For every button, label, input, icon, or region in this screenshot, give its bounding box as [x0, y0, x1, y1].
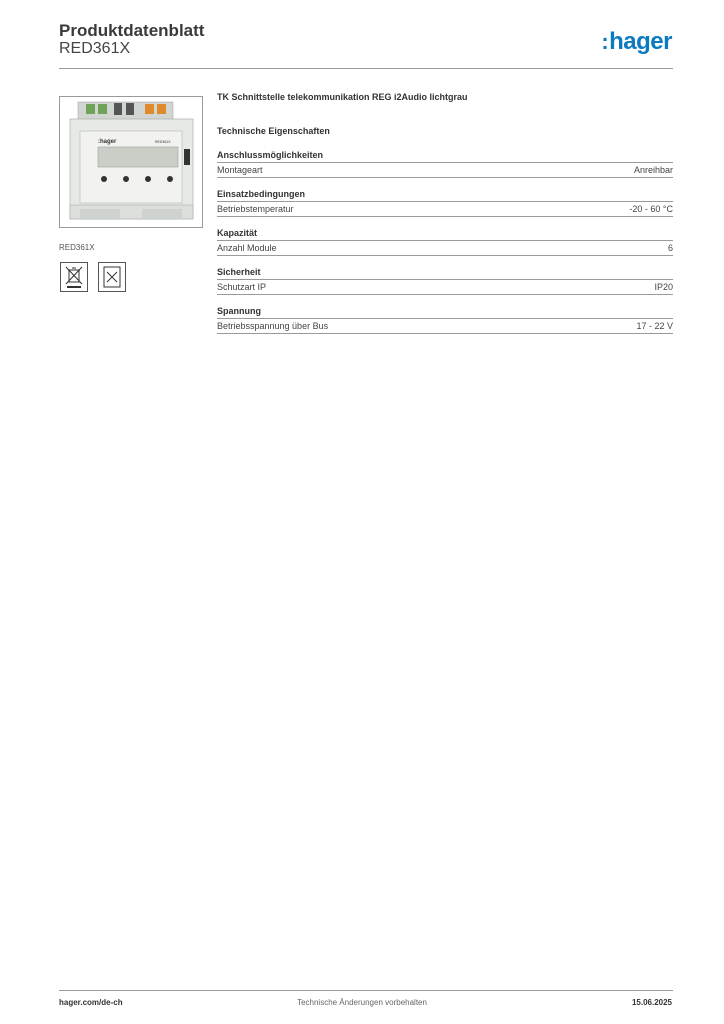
spec-row	[217, 163, 673, 178]
footer-website-link[interactable]: hager.com/de-ch	[59, 998, 123, 1007]
device-label: RED361X	[155, 140, 171, 144]
device-illustration	[60, 97, 202, 227]
header-product-code: RED361X	[59, 40, 131, 57]
spec-group-title: Einsatzbedingungen	[217, 189, 673, 202]
device-logo: :hager	[98, 139, 117, 145]
spec-group-kapazitaet	[217, 228, 673, 256]
hager-logo: :hager	[601, 28, 672, 55]
spec-label: Anzahl Module	[217, 243, 277, 253]
product-name: TK Schnittstelle telekommunikation REG i2Audio lichtgrau	[217, 92, 468, 102]
header-title: Produktdatenblatt	[59, 21, 205, 40]
spec-group-title: Anschlussmöglichkeiten	[217, 150, 673, 163]
spec-row	[217, 280, 673, 295]
product-image	[59, 96, 203, 228]
product-image-caption: RED361X	[59, 243, 95, 252]
spec-group-title: Sicherheit	[217, 267, 673, 280]
spec-group-sicherheit	[217, 267, 673, 295]
spec-group-spannung	[217, 306, 673, 334]
spec-value: IP20	[654, 282, 673, 292]
spec-value: -20 - 60 °C	[629, 204, 673, 214]
spec-value: Anreihbar	[633, 165, 673, 175]
spec-value: 17 - 22 V	[636, 321, 673, 331]
footer-date: 15.06.2025	[631, 998, 672, 1007]
spec-row	[217, 241, 673, 256]
footer-note: Technische Änderungen vorbehalten	[297, 998, 427, 1007]
spec-row	[217, 202, 673, 217]
spec-label: Betriebstemperatur	[217, 204, 294, 214]
footer-divider	[59, 990, 673, 991]
weee-bin-icon	[60, 262, 88, 292]
logo-text: hager	[609, 28, 672, 55]
product-details	[217, 92, 673, 345]
spec-row	[217, 319, 673, 334]
header-divider	[59, 68, 673, 69]
spec-group-title: Spannung	[217, 306, 673, 319]
spec-group-title: Kapazität	[217, 228, 673, 241]
spec-label: Betriebsspannung über Bus	[217, 321, 329, 331]
spec-group-einsatz	[217, 189, 673, 217]
spec-label: Schutzart IP	[217, 282, 267, 292]
spec-group-anschluss	[217, 150, 673, 178]
spec-value: 6	[667, 243, 673, 253]
spec-label: Montageart	[217, 165, 263, 175]
packaging-icon	[98, 262, 126, 292]
section-heading: Technische Eigenschaften	[217, 126, 330, 136]
